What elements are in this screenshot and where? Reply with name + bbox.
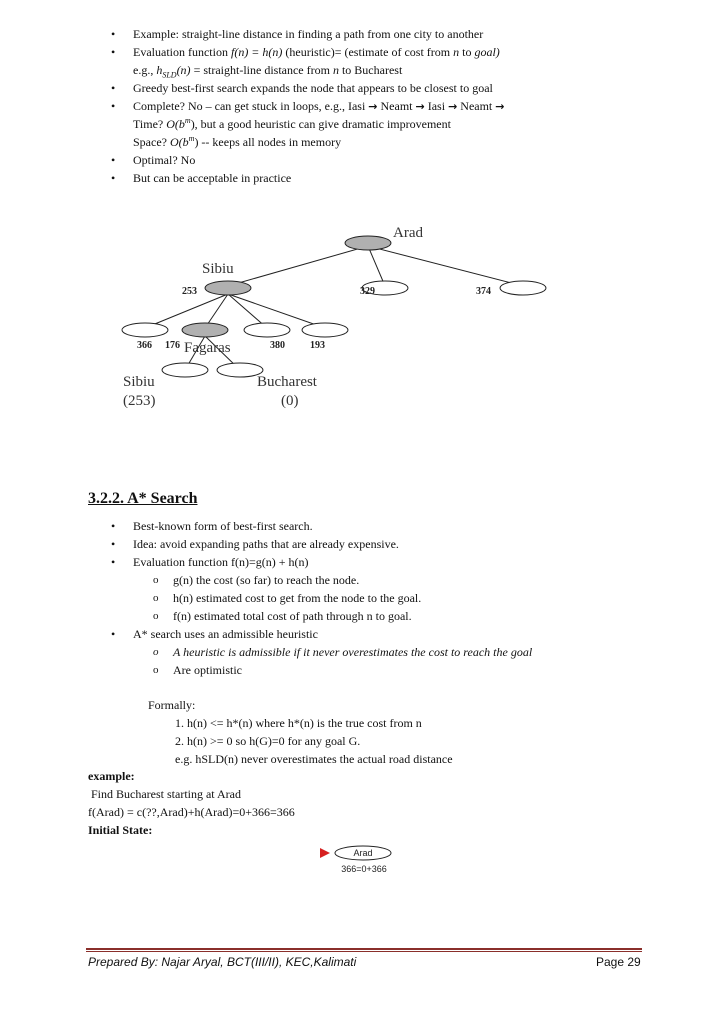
- text-segment: m: [184, 116, 191, 125]
- node-arad-2: [122, 323, 168, 337]
- text-segment: h: [156, 63, 163, 77]
- subitem-optimistic: o Are optimistic: [173, 662, 242, 678]
- line-hsld-example: [133, 62, 402, 78]
- text-segment: goal): [474, 45, 500, 59]
- initial-node-value: 366=0+366: [341, 864, 387, 874]
- node-fagaras: [182, 323, 228, 337]
- text-segment: Space?: [133, 135, 170, 149]
- initial-state-label: Initial State:: [88, 823, 153, 837]
- text-segment: Complete? No – can get stuck in loops, e.g., Iasi: [133, 99, 369, 113]
- bullet-best-known: • Best-known form of best-first search.: [133, 518, 313, 534]
- initial-node-label: Arad: [353, 848, 373, 858]
- formal-eg: e.g. hSLD(n) never overestimates the actual road distance: [175, 752, 453, 766]
- text-segment: (n): [176, 63, 191, 77]
- subitem-admissible-def: o A heuristic is admissible if it never overestimates the cost to reach the goal: [173, 644, 532, 660]
- example-line-1: Find Bucharest starting at Arad: [88, 787, 241, 801]
- label-sibiu: Sibiu: [202, 261, 234, 277]
- edge: [228, 246, 368, 286]
- greedy-search-tree: [110, 210, 580, 420]
- label-fagaras: Fagaras: [184, 340, 231, 356]
- edge: [368, 246, 385, 286]
- node-zerind: [500, 281, 546, 295]
- node-arad: [345, 236, 391, 250]
- subitem-f: o f(n) estimated total cost of path through n to goal.: [173, 608, 412, 624]
- label-sibiu-2: Sibiu: [123, 374, 155, 390]
- value-0-leaf: (0): [281, 393, 299, 409]
- formal-2: 2. h(n) >= 0 so h(G)=0 for any goal G.: [175, 734, 361, 748]
- text-segment: (heuristic)= (estimate of cost from: [282, 45, 454, 59]
- start-triangle-icon: [320, 848, 330, 858]
- footer-author: Prepared By: Najar Aryal, BCT(III/II), KEC,Kalimati: [88, 955, 357, 969]
- text-segment: Iasi: [424, 99, 449, 113]
- line-time: [133, 116, 451, 132]
- text-segment: to Bucharest: [338, 63, 403, 77]
- text-segment: Neamt: [377, 99, 416, 113]
- bullet-greedy: • Greedy best-first search expands the node that appears to be closest to goal: [133, 80, 493, 96]
- arrow-right-icon: →: [415, 100, 425, 113]
- edge: [228, 294, 325, 328]
- initial-state-node: [316, 840, 416, 878]
- label-bucharest: Bucharest: [257, 374, 317, 390]
- node-sibiu-2: [162, 363, 208, 377]
- subitem-g: o g(n) the cost (so far) to reach the node.: [173, 572, 359, 588]
- text-segment: Neamt: [457, 99, 496, 113]
- line-space: [133, 134, 341, 150]
- text-segment: Evaluation function: [133, 45, 231, 59]
- value-380: 380: [270, 340, 285, 351]
- node-sibiu: [205, 281, 251, 295]
- text-segment: n: [332, 63, 339, 77]
- bullet-acceptable: • But can be acceptable in practice: [133, 170, 291, 186]
- bullet-admissible: • A* search uses an admissible heuristic: [133, 626, 318, 642]
- footer-rule: [86, 951, 642, 952]
- text-segment: Time?: [133, 117, 167, 131]
- text-segment: SLD: [162, 70, 177, 80]
- text-segment: ) -- keeps all nodes in memory: [194, 135, 342, 149]
- value-366: 366: [137, 340, 152, 351]
- bullet-evaluation: • Evaluation function f(n)=g(n) + h(n): [133, 554, 308, 570]
- text-segment: O(b: [166, 117, 185, 131]
- value-193: 193: [310, 340, 325, 351]
- text-segment: f(n) = h(n): [230, 45, 283, 59]
- edge: [368, 246, 523, 286]
- text-segment: n: [453, 45, 460, 59]
- text-segment: e.g.,: [133, 63, 157, 77]
- footer-page-number: Page 29: [596, 955, 641, 969]
- example-label: example:: [88, 769, 135, 783]
- edge: [145, 294, 228, 328]
- formally-label: Formally:: [148, 698, 196, 712]
- bullet-idea: • Idea: avoid expanding paths that are already expensive.: [133, 536, 399, 552]
- bullet-evaluation-function: [133, 44, 500, 60]
- node-rimnicu: [302, 323, 348, 337]
- value-329: 329: [360, 286, 375, 297]
- subitem-h: o h(n) estimated cost to get from the node to the goal.: [173, 590, 421, 606]
- text-segment: ), but a good heuristic can give dramatic improvement: [190, 117, 451, 131]
- arrow-right-icon: →: [448, 100, 458, 113]
- text-segment: = straight-line distance from: [190, 63, 333, 77]
- text-segment: m: [188, 134, 195, 143]
- arrow-right-icon: →: [368, 100, 378, 113]
- value-176: 176: [165, 340, 180, 351]
- formal-1: 1. h(n) <= h*(n) where h*(n) is the true cost from n: [175, 716, 422, 730]
- example-line-2: f(Arad) = c(??,Arad)+h(Arad)=0+366=366: [88, 805, 295, 819]
- text-segment: O(b: [169, 135, 189, 149]
- text-segment: to: [459, 45, 475, 59]
- footer-rule: [86, 948, 642, 950]
- section-heading: 3.2.2. A* Search: [88, 490, 198, 507]
- bullet-optimal: • Optimal? No: [133, 152, 195, 168]
- node-oradea: [244, 323, 290, 337]
- label-arad: Arad: [393, 225, 423, 241]
- value-374: 374: [476, 286, 491, 297]
- value-253-leaf: (253): [123, 393, 156, 409]
- value-253: 253: [182, 286, 197, 297]
- bullet-example: • Example: straight-line distance in finding a path from one city to another: [133, 26, 483, 42]
- bullet-complete: [133, 98, 505, 115]
- arrow-right-icon: →: [495, 100, 505, 113]
